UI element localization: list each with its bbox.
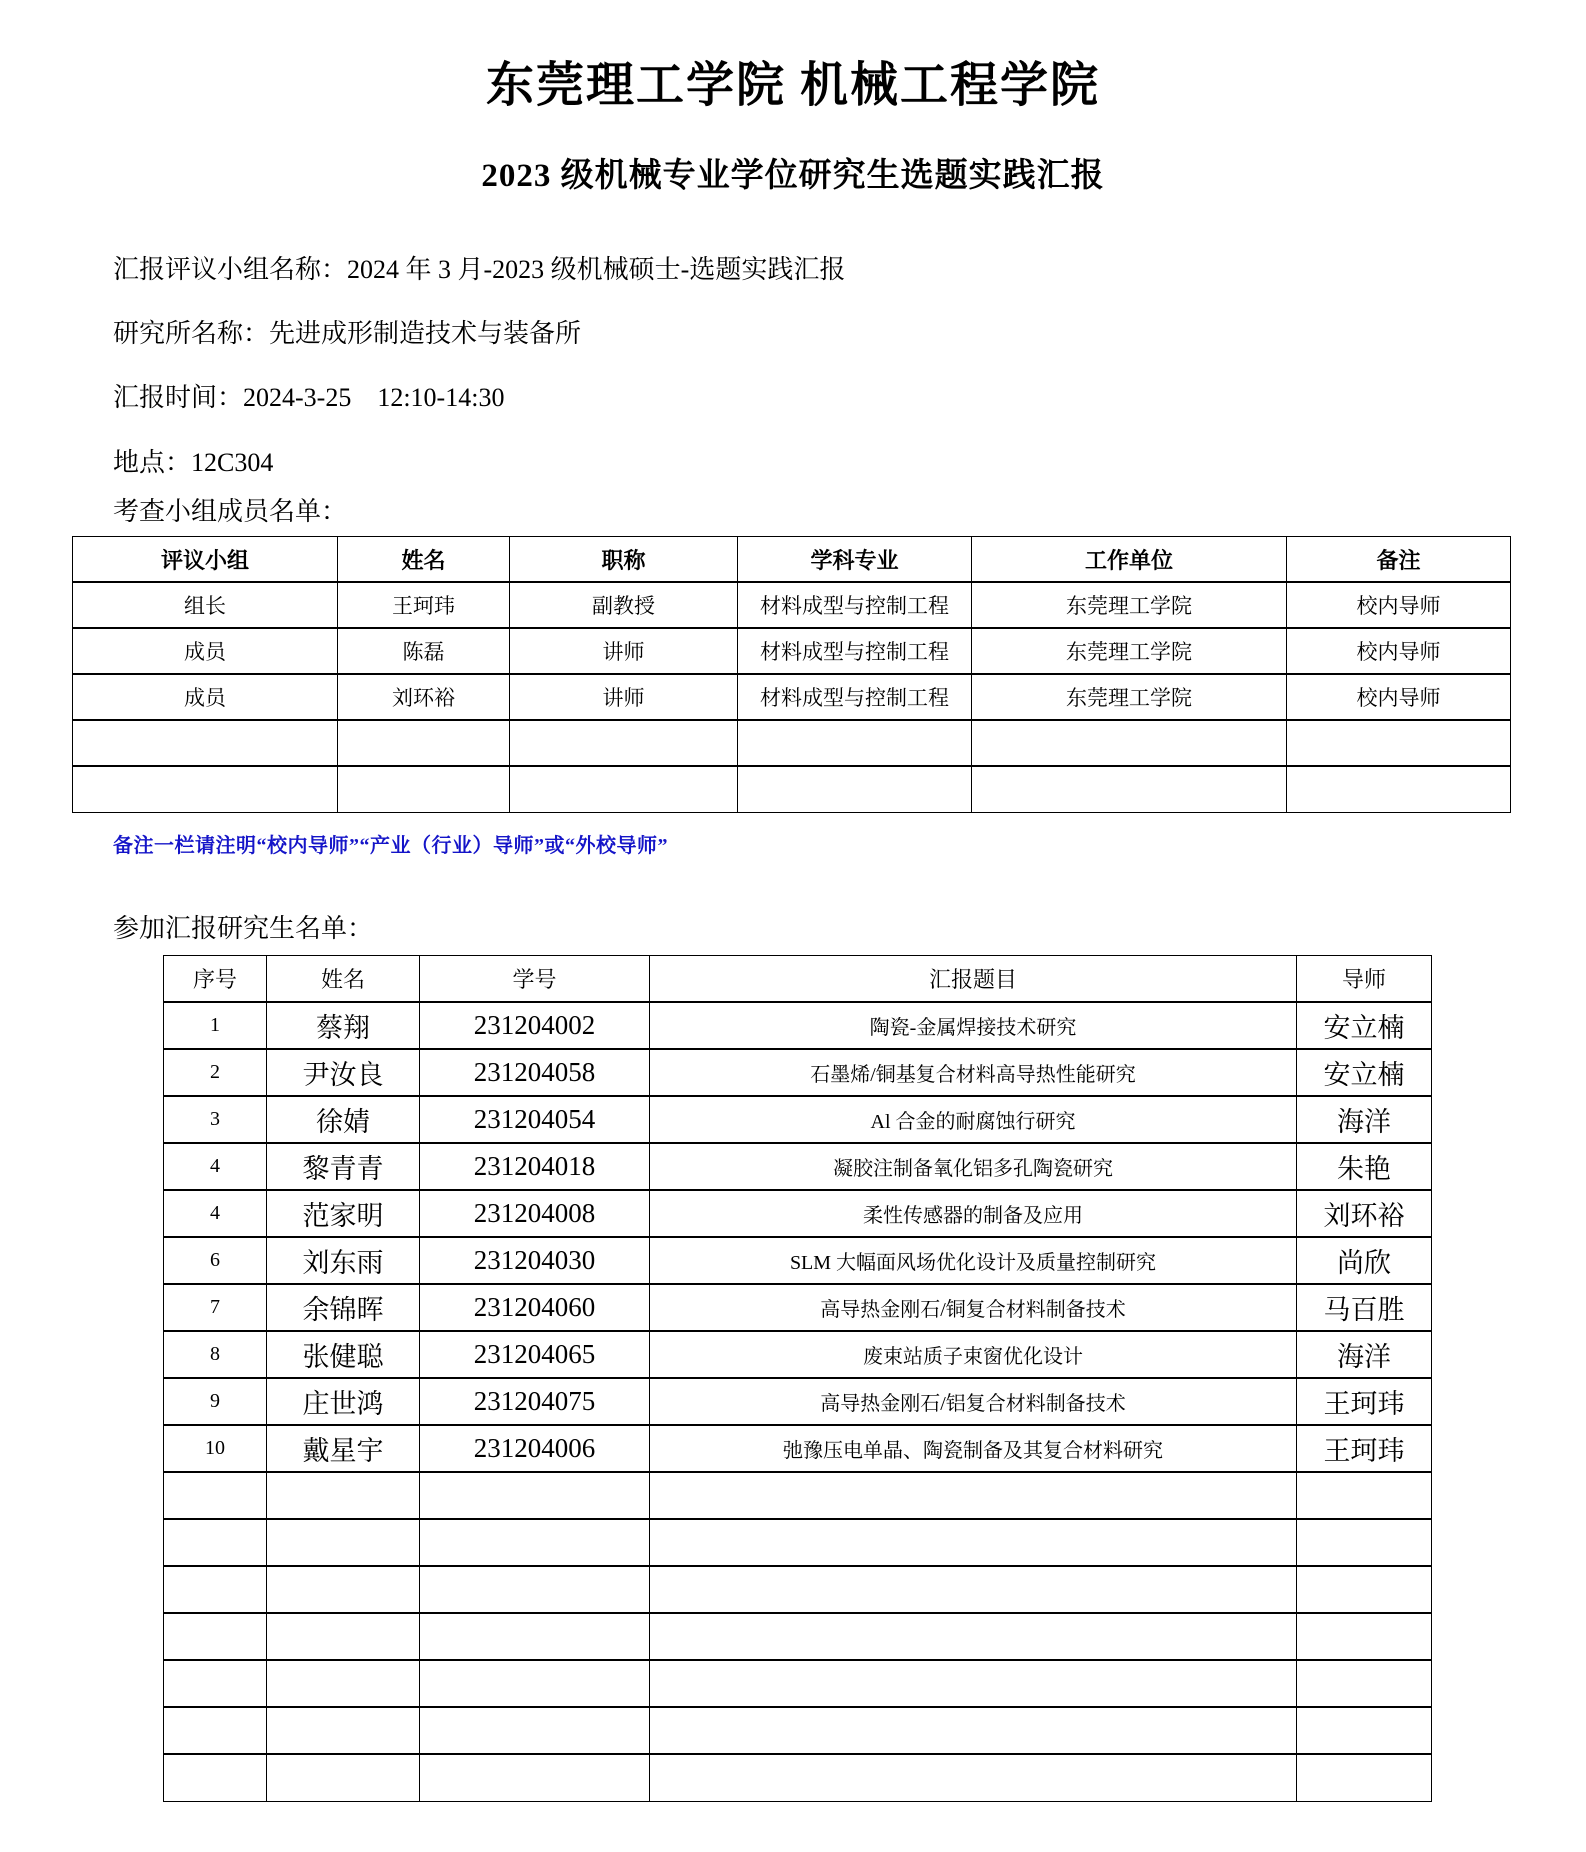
table-row bbox=[164, 1002, 1432, 1049]
table-cell bbox=[164, 1660, 267, 1707]
table-cell bbox=[73, 720, 338, 766]
table-cell: 王珂玮 bbox=[1297, 1378, 1432, 1425]
table-cell bbox=[972, 766, 1287, 812]
page-subtitle: 2023 级机械专业学位研究生选题实践汇报 bbox=[481, 158, 1105, 194]
col-header-workplace: 工作单位 bbox=[972, 536, 1287, 582]
table-cell bbox=[338, 766, 510, 812]
table-cell: 1 bbox=[164, 1002, 267, 1049]
info-label: 汇报时间： bbox=[113, 383, 244, 413]
table-cell bbox=[164, 1472, 267, 1519]
table-cell: 校内导师 bbox=[1287, 582, 1511, 628]
table-cell: 弛豫压电单晶、陶瓷制备及其复合材料研究 bbox=[650, 1425, 1297, 1472]
table-cell: 231204006 bbox=[420, 1425, 650, 1472]
table-cell: 范家明 bbox=[267, 1190, 420, 1237]
table-cell: 余锦晖 bbox=[267, 1284, 420, 1331]
info-label: 研究所名称： bbox=[113, 319, 270, 349]
table-cell: 凝胶注制备氧化铝多孔陶瓷研究 bbox=[650, 1143, 1297, 1190]
table-cell: 废束站质子束窗优化设计 bbox=[650, 1331, 1297, 1378]
table-row bbox=[164, 1378, 1432, 1425]
table-cell: 蔡翔 bbox=[267, 1002, 420, 1049]
table-cell bbox=[73, 766, 338, 812]
table-cell: 成员 bbox=[73, 628, 338, 674]
table-row bbox=[164, 1754, 1432, 1801]
info-value: 2024-3-25 12:10-14:30 bbox=[243, 383, 505, 413]
table-cell bbox=[650, 1519, 1297, 1566]
table-cell bbox=[267, 1660, 420, 1707]
table-row bbox=[164, 1284, 1432, 1331]
table-cell: 231204018 bbox=[420, 1143, 650, 1190]
col-header-major: 学科专业 bbox=[738, 536, 972, 582]
info-label: 地点： bbox=[113, 447, 192, 477]
table-cell: Al 合金的耐腐蚀行研究 bbox=[650, 1096, 1297, 1143]
table-cell: 王珂玮 bbox=[338, 582, 510, 628]
table-cell: 东莞理工学院 bbox=[972, 674, 1287, 720]
students-section-label: 参加汇报研究生名单： bbox=[113, 913, 374, 943]
table-cell: 高导热金刚石/铜复合材料制备技术 bbox=[650, 1284, 1297, 1331]
col-header-report-topic: 汇报题目 bbox=[650, 955, 1297, 1002]
table-cell: 3 bbox=[164, 1096, 267, 1143]
table-cell: 231204008 bbox=[420, 1190, 650, 1237]
table-cell: 材料成型与控制工程 bbox=[738, 674, 972, 720]
table-cell: 张健聪 bbox=[267, 1331, 420, 1378]
table-cell: 东莞理工学院 bbox=[972, 582, 1287, 628]
table-cell: 4 bbox=[164, 1143, 267, 1190]
table-cell: 组长 bbox=[73, 582, 338, 628]
table-cell: 王珂玮 bbox=[1297, 1425, 1432, 1472]
committee-header-row bbox=[73, 536, 1511, 582]
table-cell bbox=[1297, 1519, 1432, 1566]
committee-table-body bbox=[73, 582, 1511, 812]
table-cell bbox=[1297, 1707, 1432, 1754]
remark-note: 备注一栏请注明“校内导师”“产业（行业）导师”或“外校导师” bbox=[113, 834, 668, 857]
table-cell bbox=[267, 1754, 420, 1801]
table-cell: 石墨烯/铜基复合材料高导热性能研究 bbox=[650, 1049, 1297, 1096]
table-cell: 高导热金刚石/铝复合材料制备技术 bbox=[650, 1378, 1297, 1425]
table-cell: 刘环裕 bbox=[338, 674, 510, 720]
col-header-student-name: 姓名 bbox=[267, 955, 420, 1002]
table-cell: 讲师 bbox=[510, 674, 738, 720]
table-cell: 9 bbox=[164, 1378, 267, 1425]
table-cell bbox=[420, 1660, 650, 1707]
table-cell bbox=[738, 720, 972, 766]
table-cell: 戴星宇 bbox=[267, 1425, 420, 1472]
col-header-remark: 备注 bbox=[1287, 536, 1511, 582]
table-cell: 黎青青 bbox=[267, 1143, 420, 1190]
table-cell: 231204060 bbox=[420, 1284, 650, 1331]
table-cell: 安立楠 bbox=[1297, 1049, 1432, 1096]
table-cell bbox=[1297, 1472, 1432, 1519]
info-value: 2024 年 3 月-2023 级机械硕士-选题实践汇报 bbox=[347, 255, 846, 284]
table-cell bbox=[420, 1566, 650, 1613]
col-header-name: 姓名 bbox=[338, 536, 510, 582]
table-cell bbox=[650, 1472, 1297, 1519]
table-row bbox=[164, 1566, 1432, 1613]
table-cell: 231204075 bbox=[420, 1378, 650, 1425]
col-header-supervisor: 导师 bbox=[1297, 955, 1432, 1002]
col-header-student-id: 学号 bbox=[420, 955, 650, 1002]
info-label: 汇报评议小组名称： bbox=[113, 255, 348, 284]
info-line-location bbox=[113, 447, 1586, 478]
table-row bbox=[73, 720, 1511, 766]
table-cell: 7 bbox=[164, 1284, 267, 1331]
table-cell bbox=[420, 1472, 650, 1519]
table-cell bbox=[164, 1707, 267, 1754]
table-cell: 231204002 bbox=[420, 1002, 650, 1049]
table-row bbox=[164, 1519, 1432, 1566]
table-cell: 陈磊 bbox=[338, 628, 510, 674]
table-row bbox=[164, 1049, 1432, 1096]
table-cell: 10 bbox=[164, 1425, 267, 1472]
table-cell bbox=[164, 1566, 267, 1613]
table-cell bbox=[650, 1613, 1297, 1660]
table-cell: 8 bbox=[164, 1331, 267, 1378]
table-cell: 尹汝良 bbox=[267, 1049, 420, 1096]
table-row bbox=[164, 1472, 1432, 1519]
table-cell bbox=[1297, 1754, 1432, 1801]
table-row bbox=[164, 1707, 1432, 1754]
committee-section-label: 考查小组成员名单： bbox=[113, 496, 348, 526]
table-cell: 刘东雨 bbox=[267, 1237, 420, 1284]
col-header-index: 序号 bbox=[164, 955, 267, 1002]
table-cell bbox=[267, 1566, 420, 1613]
table-cell: 庄世鸿 bbox=[267, 1378, 420, 1425]
table-row bbox=[164, 1143, 1432, 1190]
info-line-group-name bbox=[113, 254, 1586, 285]
table-cell: 刘环裕 bbox=[1297, 1190, 1432, 1237]
table-cell: 副教授 bbox=[510, 582, 738, 628]
table-cell bbox=[164, 1754, 267, 1801]
table-row bbox=[164, 1331, 1432, 1378]
col-header-review-group: 评议小组 bbox=[73, 536, 338, 582]
students-header-row bbox=[164, 955, 1432, 1002]
table-cell: 校内导师 bbox=[1287, 674, 1511, 720]
students-table bbox=[163, 955, 1432, 1802]
table-row bbox=[164, 1190, 1432, 1237]
table-cell: 徐婧 bbox=[267, 1096, 420, 1143]
table-cell: 231204054 bbox=[420, 1096, 650, 1143]
table-row bbox=[73, 582, 1511, 628]
table-cell: 安立楠 bbox=[1297, 1002, 1432, 1049]
table-cell: 材料成型与控制工程 bbox=[738, 628, 972, 674]
info-value: 先进成形制造技术与装备所 bbox=[269, 319, 582, 349]
table-cell: 2 bbox=[164, 1049, 267, 1096]
table-cell bbox=[650, 1707, 1297, 1754]
table-row bbox=[73, 628, 1511, 674]
table-cell: 231204058 bbox=[420, 1049, 650, 1096]
table-cell bbox=[420, 1519, 650, 1566]
table-cell bbox=[1287, 720, 1511, 766]
table-cell: 231204065 bbox=[420, 1331, 650, 1378]
table-row bbox=[73, 766, 1511, 812]
info-line-time bbox=[113, 382, 1586, 413]
info-value: 12C304 bbox=[191, 447, 274, 477]
table-row bbox=[164, 1237, 1432, 1284]
info-block bbox=[113, 254, 1586, 527]
table-cell bbox=[1297, 1660, 1432, 1707]
table-cell: 陶瓷-金属焊接技术研究 bbox=[650, 1002, 1297, 1049]
table-cell bbox=[164, 1519, 267, 1566]
students-table-body bbox=[164, 1002, 1432, 1801]
table-cell: 4 bbox=[164, 1190, 267, 1237]
table-cell bbox=[420, 1707, 650, 1754]
table-cell: 校内导师 bbox=[1287, 628, 1511, 674]
col-header-title: 职称 bbox=[510, 536, 738, 582]
table-cell: 231204030 bbox=[420, 1237, 650, 1284]
table-cell: SLM 大幅面风场优化设计及质量控制研究 bbox=[650, 1237, 1297, 1284]
table-cell: 朱艳 bbox=[1297, 1143, 1432, 1190]
table-cell bbox=[738, 766, 972, 812]
table-row bbox=[73, 674, 1511, 720]
table-cell bbox=[267, 1613, 420, 1660]
table-cell bbox=[338, 720, 510, 766]
table-row bbox=[164, 1613, 1432, 1660]
table-cell: 6 bbox=[164, 1237, 267, 1284]
table-cell bbox=[267, 1519, 420, 1566]
table-cell: 马百胜 bbox=[1297, 1284, 1432, 1331]
table-cell bbox=[420, 1754, 650, 1801]
table-cell: 讲师 bbox=[510, 628, 738, 674]
table-cell: 海洋 bbox=[1297, 1331, 1432, 1378]
table-cell bbox=[510, 766, 738, 812]
table-cell: 成员 bbox=[73, 674, 338, 720]
committee-table bbox=[72, 536, 1511, 813]
table-cell bbox=[1287, 766, 1511, 812]
table-cell bbox=[650, 1660, 1297, 1707]
table-cell: 材料成型与控制工程 bbox=[738, 582, 972, 628]
table-row bbox=[164, 1660, 1432, 1707]
table-cell bbox=[267, 1707, 420, 1754]
table-cell bbox=[650, 1566, 1297, 1613]
table-cell bbox=[1297, 1566, 1432, 1613]
table-cell: 东莞理工学院 bbox=[972, 628, 1287, 674]
table-cell: 尚欣 bbox=[1297, 1237, 1432, 1284]
page-title: 东莞理工学院 机械工程学院 bbox=[485, 59, 1100, 112]
info-line-institute bbox=[113, 318, 1586, 349]
table-cell bbox=[510, 720, 738, 766]
table-row bbox=[164, 1425, 1432, 1472]
table-row bbox=[164, 1096, 1432, 1143]
table-cell bbox=[267, 1472, 420, 1519]
table-cell bbox=[650, 1754, 1297, 1801]
table-cell: 柔性传感器的制备及应用 bbox=[650, 1190, 1297, 1237]
table-cell bbox=[972, 720, 1287, 766]
table-cell bbox=[164, 1613, 267, 1660]
table-cell: 海洋 bbox=[1297, 1096, 1432, 1143]
table-cell bbox=[420, 1613, 650, 1660]
table-cell bbox=[1297, 1613, 1432, 1660]
